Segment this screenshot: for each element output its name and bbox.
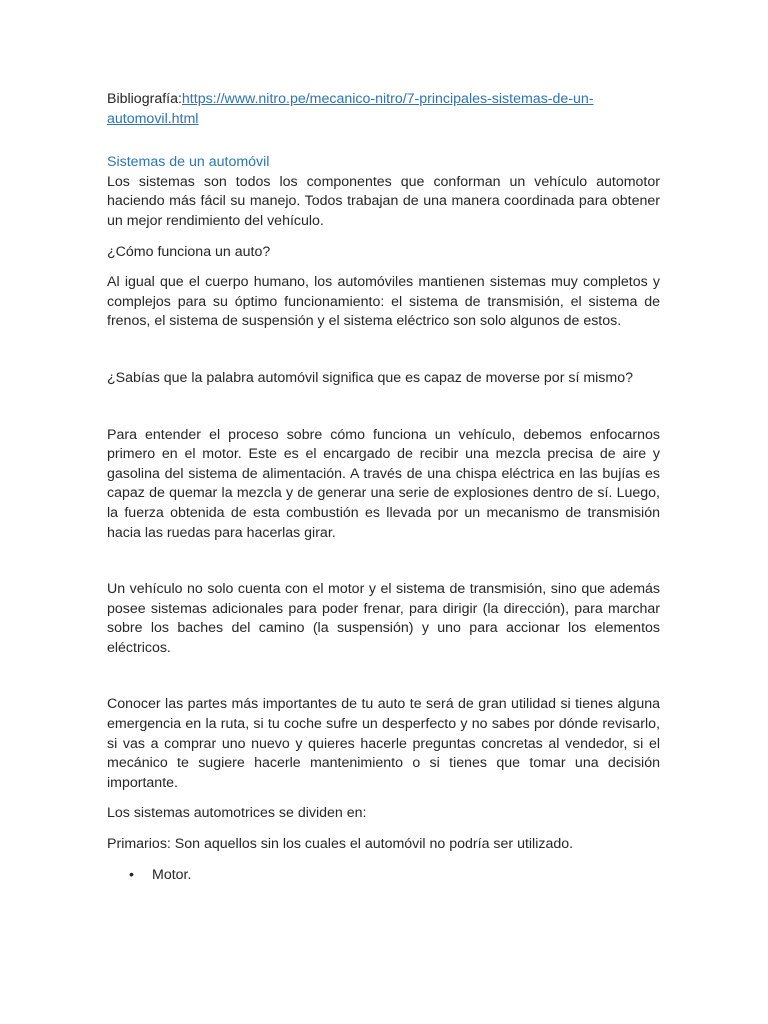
question-how-car-works: ¿Cómo funciona un auto? — [107, 243, 271, 260]
bibliography-link[interactable]: https://www.nitro.pe/mecanico-nitro/7-principales-sistemas-de-un-automovil.html — [107, 91, 594, 127]
bibliography — [107, 90, 660, 129]
paragraph-primary-systems: Primarios: Son aquellos sin los cuales el automóvil no podría ser utilizado. — [107, 836, 574, 853]
list-item-text: Motor. — [152, 866, 192, 883]
bullet-icon: • — [129, 866, 134, 883]
paragraph-systems-divide: Los sistemas automotrices se dividen en: — [107, 805, 367, 822]
paragraph-human-body: Al igual que el cuerpo humano, los automóviles mantienen sistemas muy completos y complejos para su óptimo funcionamiento: el sistema de transmisión, el sistema de frenos, el sistema de suspensión y el sistema eléctrico son solo algunos de estos. — [107, 274, 660, 330]
question-automovil-meaning: ¿Sabías que la palabra automóvil significa que es capaz de moverse por sí mismo? — [107, 369, 633, 386]
paragraph-intro: Los sistemas son todos los componentes que conforman un vehículo automotor haciendo más fácil su manejo. Todos trabajan de una manera coordinada para obtener un mejor rendimiento del vehículo. — [107, 173, 660, 229]
bibliography-label: Bibliografía: — [107, 91, 182, 107]
primary-systems-list — [107, 866, 660, 886]
paragraph-engine: Para entender el proceso sobre cómo funciona un vehículo, debemos enfocarnos primero en el motor. Este es el encargado de recibir una mezcla precisa de aire y gasolina del sistema de alimentación. A través de una chispa eléctrica en las bujías es capaz de quemar la mezcla y de generar una serie de explosiones dentro de sí. Luego, la fuerza obtenida de esta combustión es llevada por un mecanismo de transmisión hacia las ruedas para hacerlas girar. — [107, 426, 660, 541]
document-page — [107, 90, 660, 885]
paragraph-additional-systems: Un vehículo no solo cuenta con el motor y el sistema de transmisión, sino que además posee sistemas adicionales para poder frenar, para dirigir (la dirección), para marchar sobre los baches del camino (la suspensión) y uno para accionar los elementos eléctricos. — [107, 581, 660, 656]
section-heading: Sistemas de un automóvil — [107, 154, 270, 171]
list-item — [107, 866, 660, 886]
paragraph-know-parts: Conocer las partes más importantes de tu auto te será de gran utilidad si tienes alguna emergencia en la ruta, si tu coche sufre un desperfecto y no sabes por dónde revisarlo, si vas a comprar uno nuevo y quieres hacerle preguntas concretas al vendedor, si el mecánico te sugiere hacerle mantenimiento o si tienes que tomar una decisión importante. — [107, 696, 660, 791]
